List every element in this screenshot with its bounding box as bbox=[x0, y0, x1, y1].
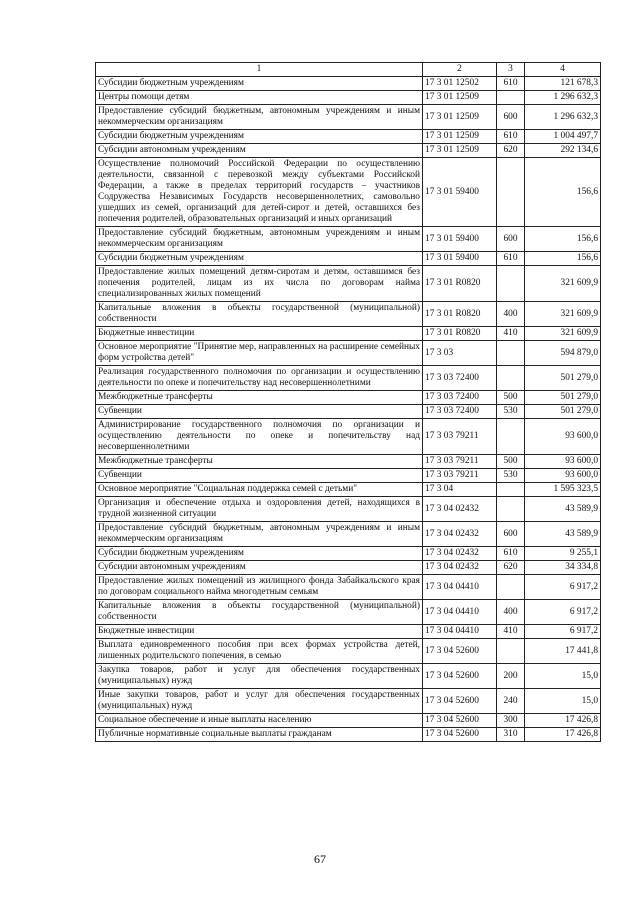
row-name-cell: Капитальные вложения в объекты государственной (муниципальной) собственности bbox=[96, 302, 423, 327]
header-col-2: 2 bbox=[423, 63, 497, 77]
header-col-3: 3 bbox=[497, 63, 525, 77]
table-row bbox=[96, 366, 601, 391]
row-vr-cell: 410 bbox=[497, 625, 525, 639]
row-code-cell: 17 3 04 52600 bbox=[423, 714, 497, 728]
row-name-cell: Субсидии бюджетным учреждениям bbox=[96, 252, 423, 266]
row-name-cell: Организация и обеспечение отдыха и оздоровления детей, находящихся в трудной жизненной ситуации bbox=[96, 497, 423, 522]
row-code-cell: 17 3 01 R0820 bbox=[423, 266, 497, 302]
row-code-cell: 17 3 03 79211 bbox=[423, 419, 497, 455]
table-row bbox=[96, 561, 601, 575]
row-name-cell: Субсидии автономным учреждениям bbox=[96, 144, 423, 158]
row-vr-cell bbox=[497, 639, 525, 664]
row-code-cell: 17 3 04 52600 bbox=[423, 639, 497, 664]
row-amount-cell: 6 917,2 bbox=[525, 575, 601, 600]
row-amount-cell: 1 296 632,3 bbox=[525, 105, 601, 130]
table-row bbox=[96, 455, 601, 469]
table-row bbox=[96, 341, 601, 366]
header-row bbox=[96, 63, 601, 77]
row-amount-cell: 292 134,6 bbox=[525, 144, 601, 158]
row-vr-cell bbox=[497, 341, 525, 366]
row-code-cell: 17 3 01 R0820 bbox=[423, 327, 497, 341]
row-vr-cell: 410 bbox=[497, 327, 525, 341]
row-vr-cell bbox=[497, 575, 525, 600]
table-row bbox=[96, 266, 601, 302]
row-amount-cell: 321 609,9 bbox=[525, 266, 601, 302]
row-name-cell: Бюджетные инвестиции bbox=[96, 327, 423, 341]
row-vr-cell: 600 bbox=[497, 227, 525, 252]
row-name-cell: Осуществление полномочий Российской Федерации по осуществлению деятельности, связанной с перевозкой между субъектами Российской Федерации, а также в пределах территорий государств – участников Содружества Независимых Государств несовершеннолетних, самовольно ушедших из семей, организаций для детей-сирот и детей, оставшихся без попечения родителей, образовательных организаций и иных организаций bbox=[96, 158, 423, 227]
row-vr-cell: 530 bbox=[497, 405, 525, 419]
row-code-cell: 17 3 03 72400 bbox=[423, 391, 497, 405]
row-code-cell: 17 3 03 bbox=[423, 341, 497, 366]
table-row bbox=[96, 419, 601, 455]
table-row bbox=[96, 728, 601, 742]
row-vr-cell bbox=[497, 158, 525, 227]
row-name-cell: Иные закупки товаров, работ и услуг для обеспечения государственных (муниципальных) нужд bbox=[96, 689, 423, 714]
row-amount-cell: 34 334,8 bbox=[525, 561, 601, 575]
row-code-cell: 17 3 04 02432 bbox=[423, 547, 497, 561]
row-amount-cell: 17 441,8 bbox=[525, 639, 601, 664]
row-code-cell: 17 3 01 59400 bbox=[423, 252, 497, 266]
row-vr-cell bbox=[497, 266, 525, 302]
row-vr-cell: 300 bbox=[497, 714, 525, 728]
table-row bbox=[96, 483, 601, 497]
row-amount-cell: 121 678,3 bbox=[525, 77, 601, 91]
table-row bbox=[96, 391, 601, 405]
row-amount-cell: 321 609,9 bbox=[525, 327, 601, 341]
row-code-cell: 17 3 01 59400 bbox=[423, 158, 497, 227]
row-code-cell: 17 3 01 R0820 bbox=[423, 302, 497, 327]
row-code-cell: 17 3 04 04410 bbox=[423, 575, 497, 600]
row-amount-cell: 15,0 bbox=[525, 689, 601, 714]
row-name-cell: Публичные нормативные социальные выплаты гражданам bbox=[96, 728, 423, 742]
row-amount-cell: 156,6 bbox=[525, 252, 601, 266]
row-code-cell: 17 3 01 12509 bbox=[423, 91, 497, 105]
row-vr-cell: 620 bbox=[497, 144, 525, 158]
header-col-4: 4 bbox=[525, 63, 601, 77]
row-code-cell: 17 3 01 59400 bbox=[423, 227, 497, 252]
table-row bbox=[96, 625, 601, 639]
row-amount-cell: 15,0 bbox=[525, 664, 601, 689]
row-code-cell: 17 3 04 52600 bbox=[423, 664, 497, 689]
row-vr-cell: 400 bbox=[497, 600, 525, 625]
table-row bbox=[96, 158, 601, 227]
table-row bbox=[96, 77, 601, 91]
row-amount-cell: 156,6 bbox=[525, 227, 601, 252]
table-row bbox=[96, 547, 601, 561]
page-number: 67 bbox=[314, 852, 326, 866]
row-code-cell: 17 3 04 04410 bbox=[423, 600, 497, 625]
row-vr-cell: 610 bbox=[497, 252, 525, 266]
table-row bbox=[96, 327, 601, 341]
row-amount-cell: 93 600,0 bbox=[525, 455, 601, 469]
table-row bbox=[96, 600, 601, 625]
table-row bbox=[96, 105, 601, 130]
row-amount-cell: 1 595 323,5 bbox=[525, 483, 601, 497]
table-row bbox=[96, 522, 601, 547]
row-code-cell: 17 3 04 02432 bbox=[423, 522, 497, 547]
row-name-cell: Субвенции bbox=[96, 469, 423, 483]
table-row bbox=[96, 714, 601, 728]
row-name-cell: Капитальные вложения в объекты государственной (муниципальной) собственности bbox=[96, 600, 423, 625]
row-name-cell: Реализация государственного полномочия по организации и осуществлению деятельности по опеке и попечительству над несовершеннолетними bbox=[96, 366, 423, 391]
row-vr-cell: 530 bbox=[497, 469, 525, 483]
table-row bbox=[96, 639, 601, 664]
table-row bbox=[96, 227, 601, 252]
row-amount-cell: 1 004 497,7 bbox=[525, 130, 601, 144]
row-code-cell: 17 3 01 12509 bbox=[423, 105, 497, 130]
row-amount-cell: 9 255,1 bbox=[525, 547, 601, 561]
table-row bbox=[96, 252, 601, 266]
row-vr-cell: 240 bbox=[497, 689, 525, 714]
row-name-cell: Предоставление субсидий бюджетным, автономным учреждениям и иным некоммерческим организациям bbox=[96, 105, 423, 130]
row-code-cell: 17 3 04 52600 bbox=[423, 689, 497, 714]
row-amount-cell: 156,6 bbox=[525, 158, 601, 227]
row-code-cell: 17 3 01 12509 bbox=[423, 130, 497, 144]
table-body bbox=[96, 77, 601, 742]
row-name-cell: Субсидии бюджетным учреждениям bbox=[96, 547, 423, 561]
row-vr-cell: 600 bbox=[497, 105, 525, 130]
row-amount-cell: 43 589,9 bbox=[525, 497, 601, 522]
row-amount-cell: 6 917,2 bbox=[525, 625, 601, 639]
row-name-cell: Социальное обеспечение и иные выплаты населению bbox=[96, 714, 423, 728]
row-vr-cell: 600 bbox=[497, 522, 525, 547]
row-amount-cell: 43 589,9 bbox=[525, 522, 601, 547]
row-vr-cell bbox=[497, 366, 525, 391]
table-row bbox=[96, 302, 601, 327]
row-vr-cell: 500 bbox=[497, 455, 525, 469]
row-name-cell: Выплата единовременного пособия при всех формах устройства детей, лишенных родительского попечения, в семью bbox=[96, 639, 423, 664]
row-amount-cell: 1 296 632,3 bbox=[525, 91, 601, 105]
row-vr-cell bbox=[497, 497, 525, 522]
row-amount-cell: 17 426,8 bbox=[525, 728, 601, 742]
row-code-cell: 17 3 04 02432 bbox=[423, 497, 497, 522]
row-amount-cell: 93 600,0 bbox=[525, 419, 601, 455]
row-vr-cell bbox=[497, 483, 525, 497]
row-vr-cell: 610 bbox=[497, 547, 525, 561]
table-row bbox=[96, 689, 601, 714]
row-code-cell: 17 3 03 79211 bbox=[423, 469, 497, 483]
row-vr-cell bbox=[497, 91, 525, 105]
row-name-cell: Предоставление жилых помещений детям-сиротам и детям, оставшимся без попечения родителей, лицам из их числа по договорам найма специализированных жилых помещений bbox=[96, 266, 423, 302]
row-name-cell: Предоставление жилых помещений из жилищного фонда Забайкальского края по договорам социального найма многодетным семьям bbox=[96, 575, 423, 600]
table-row bbox=[96, 130, 601, 144]
row-name-cell: Субсидии автономным учреждениям bbox=[96, 561, 423, 575]
row-code-cell: 17 3 04 bbox=[423, 483, 497, 497]
row-name-cell: Закупка товаров, работ и услуг для обеспечения государственных (муниципальных) нужд bbox=[96, 664, 423, 689]
row-code-cell: 17 3 01 12509 bbox=[423, 144, 497, 158]
row-name-cell: Субсидии бюджетным учреждениям bbox=[96, 130, 423, 144]
row-code-cell: 17 3 01 12502 bbox=[423, 77, 497, 91]
table-row bbox=[96, 91, 601, 105]
row-amount-cell: 93 600,0 bbox=[525, 469, 601, 483]
row-vr-cell: 610 bbox=[497, 130, 525, 144]
row-name-cell: Предоставление субсидий бюджетным, автономным учреждениям и иным некоммерческим организациям bbox=[96, 522, 423, 547]
row-name-cell: Основное мероприятие "Принятие мер, направленных на расширение семейных форм устройства детей" bbox=[96, 341, 423, 366]
row-vr-cell: 620 bbox=[497, 561, 525, 575]
row-amount-cell: 321 609,9 bbox=[525, 302, 601, 327]
row-code-cell: 17 3 04 04410 bbox=[423, 625, 497, 639]
row-vr-cell: 610 bbox=[497, 77, 525, 91]
row-code-cell: 17 3 03 72400 bbox=[423, 366, 497, 391]
row-code-cell: 17 3 04 52600 bbox=[423, 728, 497, 742]
row-name-cell: Центры помощи детям bbox=[96, 91, 423, 105]
row-amount-cell: 501 279,0 bbox=[525, 405, 601, 419]
row-name-cell: Субсидии бюджетным учреждениям bbox=[96, 77, 423, 91]
row-code-cell: 17 3 03 79211 bbox=[423, 455, 497, 469]
row-amount-cell: 501 279,0 bbox=[525, 366, 601, 391]
row-vr-cell: 310 bbox=[497, 728, 525, 742]
row-name-cell: Основное мероприятие "Социальная поддержка семей с детьми" bbox=[96, 483, 423, 497]
row-name-cell: Межбюджетные трансферты bbox=[96, 391, 423, 405]
row-amount-cell: 17 426,8 bbox=[525, 714, 601, 728]
row-code-cell: 17 3 04 02432 bbox=[423, 561, 497, 575]
row-name-cell: Администрирование государственного полномочия по организации и осуществлению деятельности по опеке и попечительству над несовершеннолетними bbox=[96, 419, 423, 455]
header-col-1: 1 bbox=[96, 63, 423, 77]
row-name-cell: Межбюджетные трансферты bbox=[96, 455, 423, 469]
row-vr-cell: 400 bbox=[497, 302, 525, 327]
table-row bbox=[96, 144, 601, 158]
table-row bbox=[96, 497, 601, 522]
row-name-cell: Субвенции bbox=[96, 405, 423, 419]
table-row bbox=[96, 469, 601, 483]
row-vr-cell: 200 bbox=[497, 664, 525, 689]
budget-table bbox=[95, 62, 601, 742]
row-name-cell: Предоставление субсидий бюджетным, автономным учреждениям и иным некоммерческим организациям bbox=[96, 227, 423, 252]
row-amount-cell: 6 917,2 bbox=[525, 600, 601, 625]
table-row bbox=[96, 575, 601, 600]
row-amount-cell: 594 879,0 bbox=[525, 341, 601, 366]
table-header bbox=[96, 63, 601, 77]
row-vr-cell: 500 bbox=[497, 391, 525, 405]
table-row bbox=[96, 405, 601, 419]
row-code-cell: 17 3 03 72400 bbox=[423, 405, 497, 419]
row-name-cell: Бюджетные инвестиции bbox=[96, 625, 423, 639]
table-row bbox=[96, 664, 601, 689]
row-amount-cell: 501 279,0 bbox=[525, 391, 601, 405]
row-vr-cell bbox=[497, 419, 525, 455]
